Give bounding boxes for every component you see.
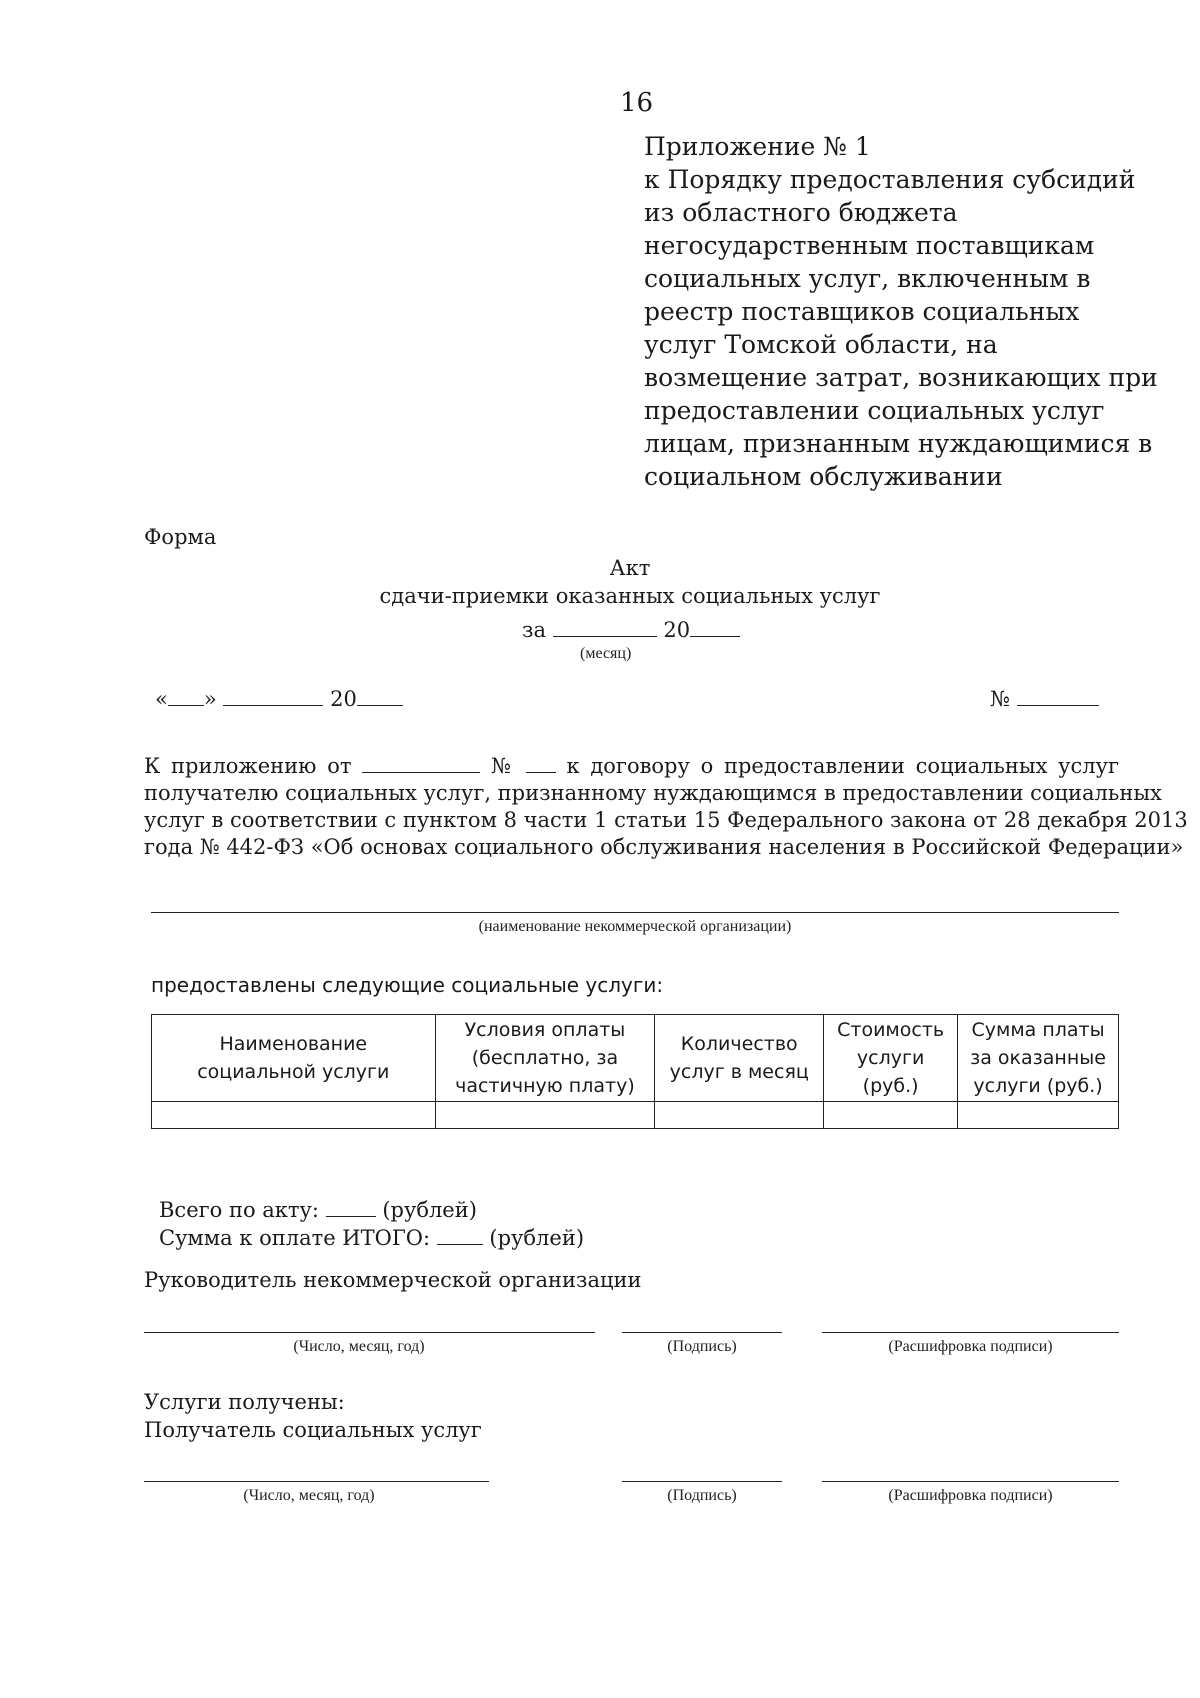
head-date-field[interactable] [144,1332,595,1333]
intro-line-1 [144,752,1119,780]
pay-unit: (рублей) [489,1226,585,1250]
appendix-line: социальном обслуживании [644,462,1003,491]
org-name-caption: (наименование некоммерческой организации) [478,918,792,935]
head-sign-caption: (Подпись) [667,1338,737,1355]
recipient-date-caption: (Число, месяц, год) [243,1487,375,1504]
act-period [522,614,740,642]
act-for-prefix: за [522,618,546,642]
services-table [151,1014,1119,1129]
appendix-line: Приложение № 1 [644,132,871,161]
recipient-decode-caption: (Расшифровка подписи) [888,1487,1053,1504]
head-title: Руководитель некоммерческой организации [144,1268,642,1292]
number-sign: № [990,687,1010,711]
intro-text-1b: № [491,754,515,778]
day-field[interactable] [168,683,204,706]
intro-line-4: года № 442-ФЗ «Об основах социального обслуживания населения в Российской Федерации» [144,835,1184,859]
date-year-field[interactable] [357,683,403,706]
cell-quantity[interactable] [655,1102,824,1129]
received-title: Услуги получены: [144,1390,345,1414]
act-date-line [155,683,403,711]
cell-paid-amount[interactable] [958,1102,1119,1129]
intro-line-3: услуг в соответствии с пунктом 8 части 1 статьи 15 Федерального закона от 28 декабря 2013 [144,808,1188,832]
header-paid-amount: Сумма платы за оказанные услуги (руб.) [958,1015,1119,1102]
cell-payment-terms[interactable] [435,1102,655,1129]
header-payment-terms: Условия оплаты (бесплатно, за частичную плату) [435,1015,655,1102]
recipient-sign-caption: (Подпись) [667,1487,737,1504]
appendix-line: социальных услуг, включенным в [644,264,1091,293]
table-row [152,1102,1119,1129]
recipient-decode-field[interactable] [822,1481,1119,1482]
intro-text-1a: К приложению от [144,754,352,778]
date-year-prefix: 20 [330,687,357,711]
table-header-row [152,1015,1119,1102]
form-label: Форма [144,525,217,549]
services-intro: предоставлены следующие социальные услуги: [151,973,664,997]
header-quantity: Количество услуг в месяц [655,1015,824,1102]
cell-cost[interactable] [824,1102,958,1129]
intro-line-2: получателю социальных услуг, признанному нуждающимся в предоставлении социальных [144,781,1162,805]
intro-text-1c: к договору о предоставлении социальных услуг [566,754,1119,778]
appendix-line: к Порядку предоставления субсидий [644,165,1136,194]
total-unit: (рублей) [382,1198,477,1222]
act-number-line [990,683,1099,711]
appendix-line: из областного бюджета [644,198,958,227]
total-amount-field[interactable] [326,1194,376,1217]
appendix-line: негосударственным поставщикам [644,231,1095,260]
head-decode-caption: (Расшифровка подписи) [888,1338,1053,1355]
appendix-header [644,130,1164,493]
year-field[interactable] [690,614,740,637]
pay-label: Сумма к оплате ИТОГО: [159,1226,431,1250]
recipient-label: Получатель социальных услуг [144,1418,482,1442]
act-number-field[interactable] [1017,683,1099,706]
org-name-field[interactable] [151,912,1119,913]
total-line [159,1194,477,1222]
recipient-date-field[interactable] [144,1481,489,1482]
cell-service-name[interactable] [152,1102,436,1129]
header-cost: Стоимость услуги (руб.) [824,1015,958,1102]
month-caption: (месяц) [580,645,632,662]
head-sign-field[interactable] [622,1332,782,1333]
appendix-line: предоставлении социальных услуг [644,396,1105,425]
month-field[interactable] [553,614,657,637]
date-month-field[interactable] [223,683,323,706]
header-service-name: Наименование социальной услуги [152,1015,436,1102]
appendix-date-field[interactable] [362,752,480,773]
pay-amount-field[interactable] [437,1222,483,1245]
page-number: 16 [620,88,654,118]
appendix-line: реестр поставщиков социальных [644,297,1080,326]
appendix-number-field[interactable] [526,752,556,773]
head-date-caption: (Число, месяц, год) [293,1338,425,1355]
act-subtitle: сдачи-приемки оказанных социальных услуг [379,584,881,608]
appendix-line: возмещение затрат, возникающих при [644,363,1158,392]
pay-line [159,1222,584,1250]
intro-paragraph [144,752,1188,861]
date-open-quote: « [155,687,168,711]
appendix-line: услуг Томской области, на [644,330,998,359]
head-decode-field[interactable] [822,1332,1119,1333]
appendix-line: лицам, признанным нуждающимися в [644,429,1153,458]
act-year-prefix: 20 [663,618,691,642]
act-title: Акт [609,556,651,580]
total-label: Всего по акту: [159,1198,319,1222]
recipient-sign-field[interactable] [622,1481,782,1482]
date-close-quote: » [203,687,217,711]
